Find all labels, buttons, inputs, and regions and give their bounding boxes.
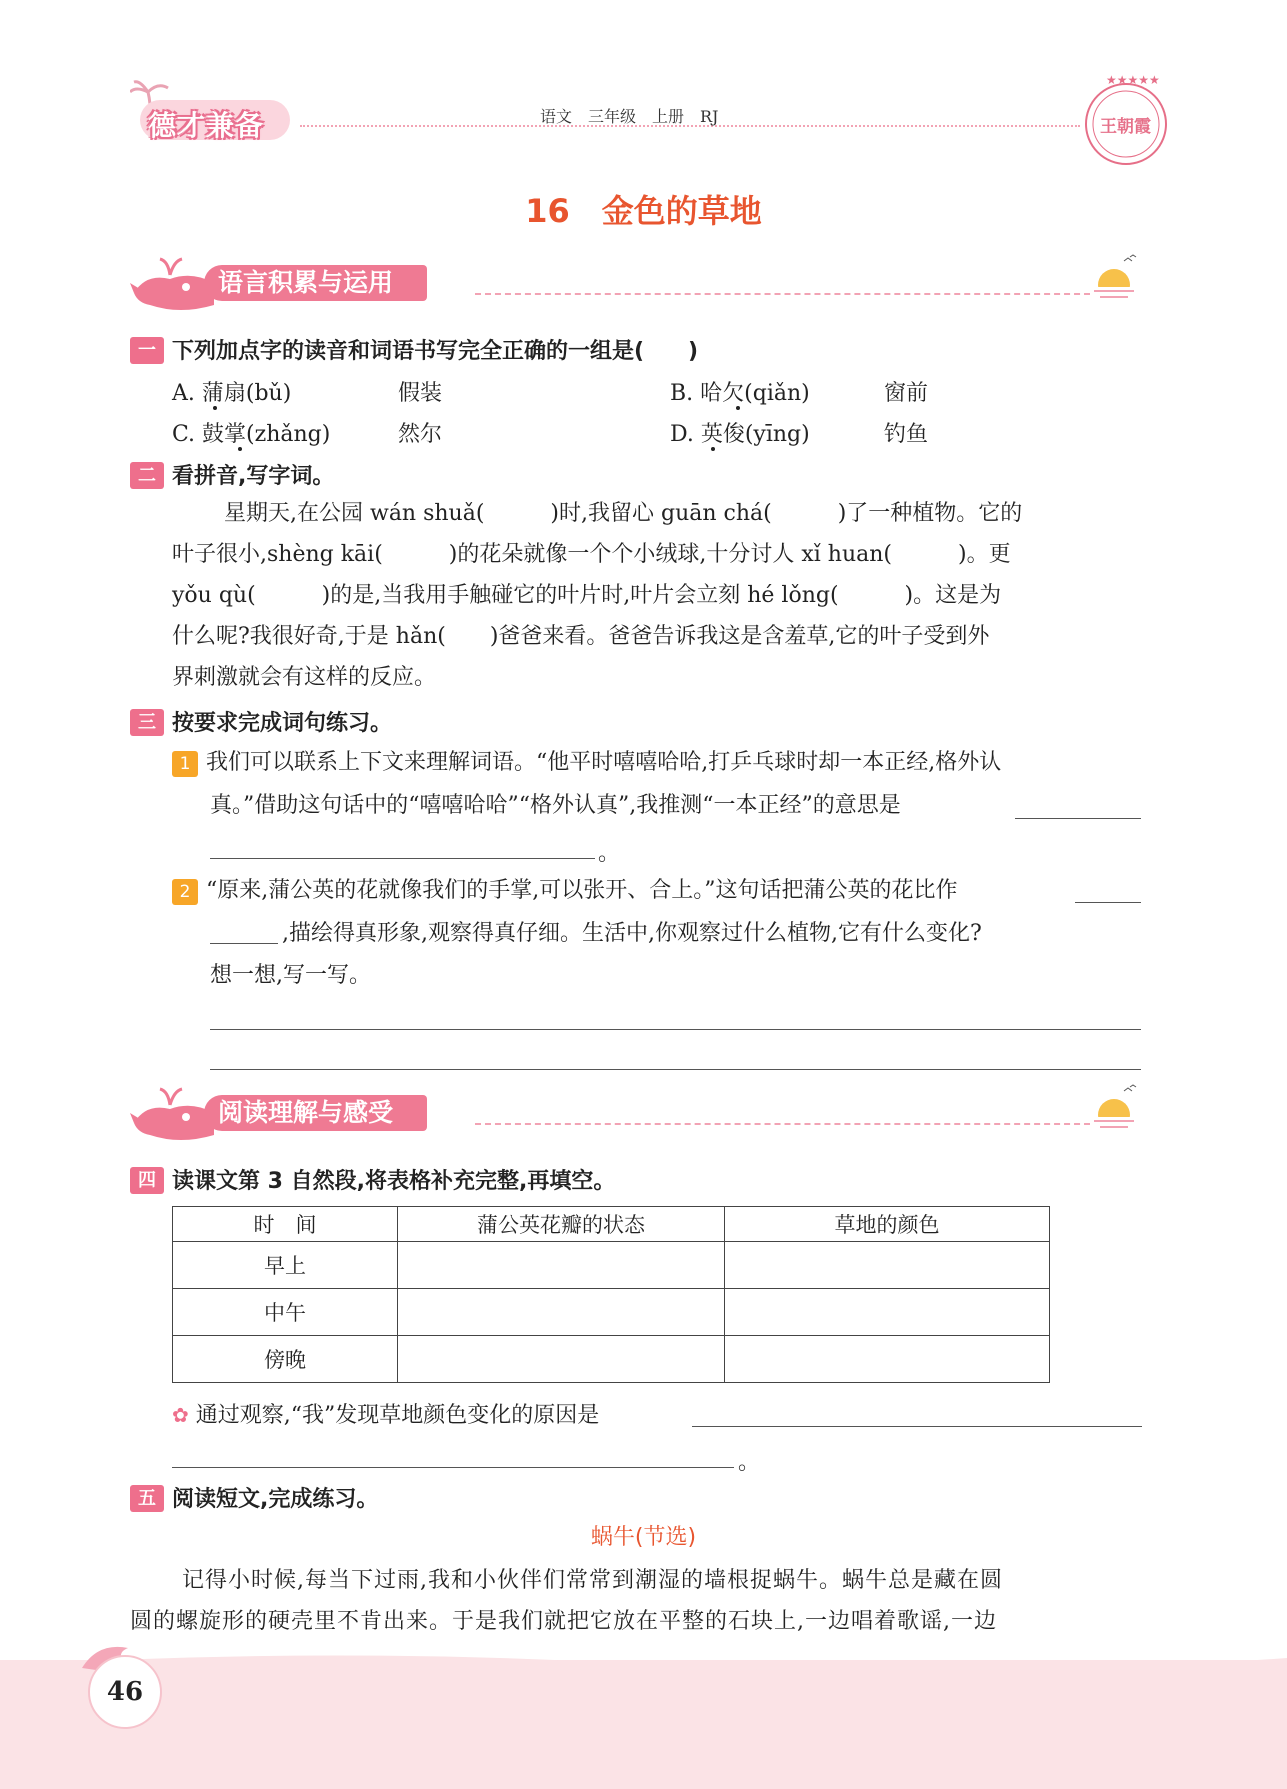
option-a-word: A. 蒲扇(bǔ) [172,381,292,406]
section-banner-reading [130,1083,1140,1143]
item-number: 1 [172,751,198,777]
option-b-word: B. 哈欠(qiǎn) [670,381,810,406]
sunset-icon [1090,1083,1140,1133]
emphasis-dot [736,406,740,410]
question-text: 按要求完成词句练习。 [172,711,393,736]
table-cell-time: 中午 [173,1289,398,1336]
sunset-icon [1090,253,1140,303]
article-line: 记得小时候,每当下过雨,我和小伙伴们常常到潮湿的墙根捉蜗牛。蜗牛总是藏在圆 [182,1568,1003,1593]
pinyin-passage [172,493,1142,698]
banner-dash [475,293,1110,295]
question-5-prompt [130,1482,378,1513]
question-number: 四 [130,1167,164,1194]
question-number: 五 [130,1485,164,1512]
table-cell-time: 早上 [173,1242,398,1289]
answer-line[interactable] [210,1069,1141,1070]
author-seal [1078,72,1174,168]
item-2 [172,873,1082,905]
fill-in-sentence [172,1398,599,1429]
question-4-prompt [130,1164,615,1195]
question-text: 看拼音,写字词。 [172,464,335,489]
question-text: 下列加点字的读音和词语书写完全正确的一组是( ) [172,339,699,364]
emphasis-dot [711,447,715,451]
answer-blank[interactable] [692,1426,1142,1427]
passage-line: yǒu qù( )的是,当我用手触碰它的叶片时,叶片会立刻 hé lǒng( )。这是为 [172,583,1002,608]
page-number: 46 [88,1655,162,1729]
item-text: “原来,蒲公英的花就像我们的手掌,可以张开、合上。”这句话把蒲公英的花比作 [206,878,958,903]
question-text: 阅读短文,完成练习。 [172,1487,379,1512]
item-text: 我们可以联系上下文来理解词语。“他平时嘻嘻哈哈,打乒乓球时却一本正经,格外认 [206,750,1002,775]
table-cell-input[interactable] [725,1336,1050,1383]
table-cell-input[interactable] [398,1242,725,1289]
lesson-title: 16 金色的草地 [525,192,762,230]
table-cell-input[interactable] [398,1289,725,1336]
observation-table [172,1206,1050,1383]
table-header: 时 间 [173,1207,398,1242]
item-1-line-2: 真。”借助这句话中的“嘻嘻哈哈”“格外认真”,我推测“一本正经”的意思是 [210,793,901,818]
question-3-prompt [130,706,392,737]
option-c-word: C. 鼓掌(zhǎng) [172,422,331,447]
emphasis-dot [238,447,242,451]
table-header-row [173,1207,1050,1242]
question-number: 一 [130,337,164,364]
table-header: 草地的颜色 [725,1207,1050,1242]
period: 。 [738,1450,761,1475]
table-cell-input[interactable] [725,1242,1050,1289]
answer-blank[interactable] [210,943,278,944]
passage-line: 界刺激就会有这样的反应。 [172,665,437,690]
answer-blank[interactable] [210,858,595,859]
table-cell-time: 傍晚 [173,1336,398,1383]
passage-line: 星期天,在公园 wán shuǎ( )时,我留心 guān chá( )了一种植物。它的 [224,501,1023,526]
fill-text: 通过观察,“我”发现草地颜色变化的原因是 [195,1403,600,1428]
question-1-prompt [130,334,698,365]
seal-text: 王朝霞 [1100,117,1151,137]
svg-text:★★★★★: ★★★★★ [1106,73,1160,87]
option-d-word: D. 英俊(yīng) [670,422,810,447]
option-b-phrase: 窗前 [884,381,929,406]
table-row [173,1289,1050,1336]
header-meta: 语文 三年级 上册 RJ [540,107,719,126]
question-number: 二 [130,462,164,489]
table-header: 蒲公英花瓣的状态 [398,1207,725,1242]
item-2-line-2: ,描绘得真形象,观察得真仔细。生活中,你观察过什么植物,它有什么变化? [282,921,982,946]
table-cell-input[interactable] [725,1289,1050,1336]
answer-blank[interactable] [1075,902,1141,903]
footer-band [0,1660,1287,1789]
section-title: 语言积累与运用 [204,265,427,301]
period: 。 [598,841,621,866]
question-2-prompt [130,459,334,490]
item-number: 2 [172,879,198,905]
section-title: 阅读理解与感受 [204,1095,427,1131]
article-title: 蜗牛(节选) [590,1525,697,1550]
article-line: 圆的螺旋形的硬壳里不肯出来。于是我们就把它放在平整的石块上,一边唱着歌谣,一边 [130,1609,997,1634]
section-banner-language [130,253,1140,313]
brand-logo [130,78,300,144]
brand-text: 德才兼备 [148,109,265,142]
table-row [173,1242,1050,1289]
wave-decoration [0,1646,1287,1686]
question-text: 读课文第 3 自然段,将表格补充完整,再填空。 [172,1169,616,1194]
option-a-phrase: 假装 [398,381,443,406]
item-2-line-3: 想一想,写一写。 [210,963,371,988]
answer-line[interactable] [210,1029,1141,1030]
answer-blank[interactable] [172,1467,734,1468]
passage-line: 什么呢?我很好奇,于是 hǎn( )爸爸来看。爸爸告诉我这是含羞草,它的叶子受到外 [172,624,990,649]
banner-dash [475,1123,1110,1125]
table-row [173,1336,1050,1383]
table-cell-input[interactable] [398,1336,725,1383]
question-number: 三 [130,709,164,736]
emphasis-dot [213,406,217,410]
option-d-phrase: 钓鱼 [884,422,929,447]
answer-blank[interactable] [1015,818,1141,819]
flower-icon: ✿ [172,1403,189,1427]
option-c-phrase: 然尔 [398,422,443,447]
passage-line: 叶子很小,shèng kāi( )的花朵就像一个个小绒球,十分讨人 xǐ huan( )。更 [172,542,1011,567]
item-1 [172,745,1142,777]
